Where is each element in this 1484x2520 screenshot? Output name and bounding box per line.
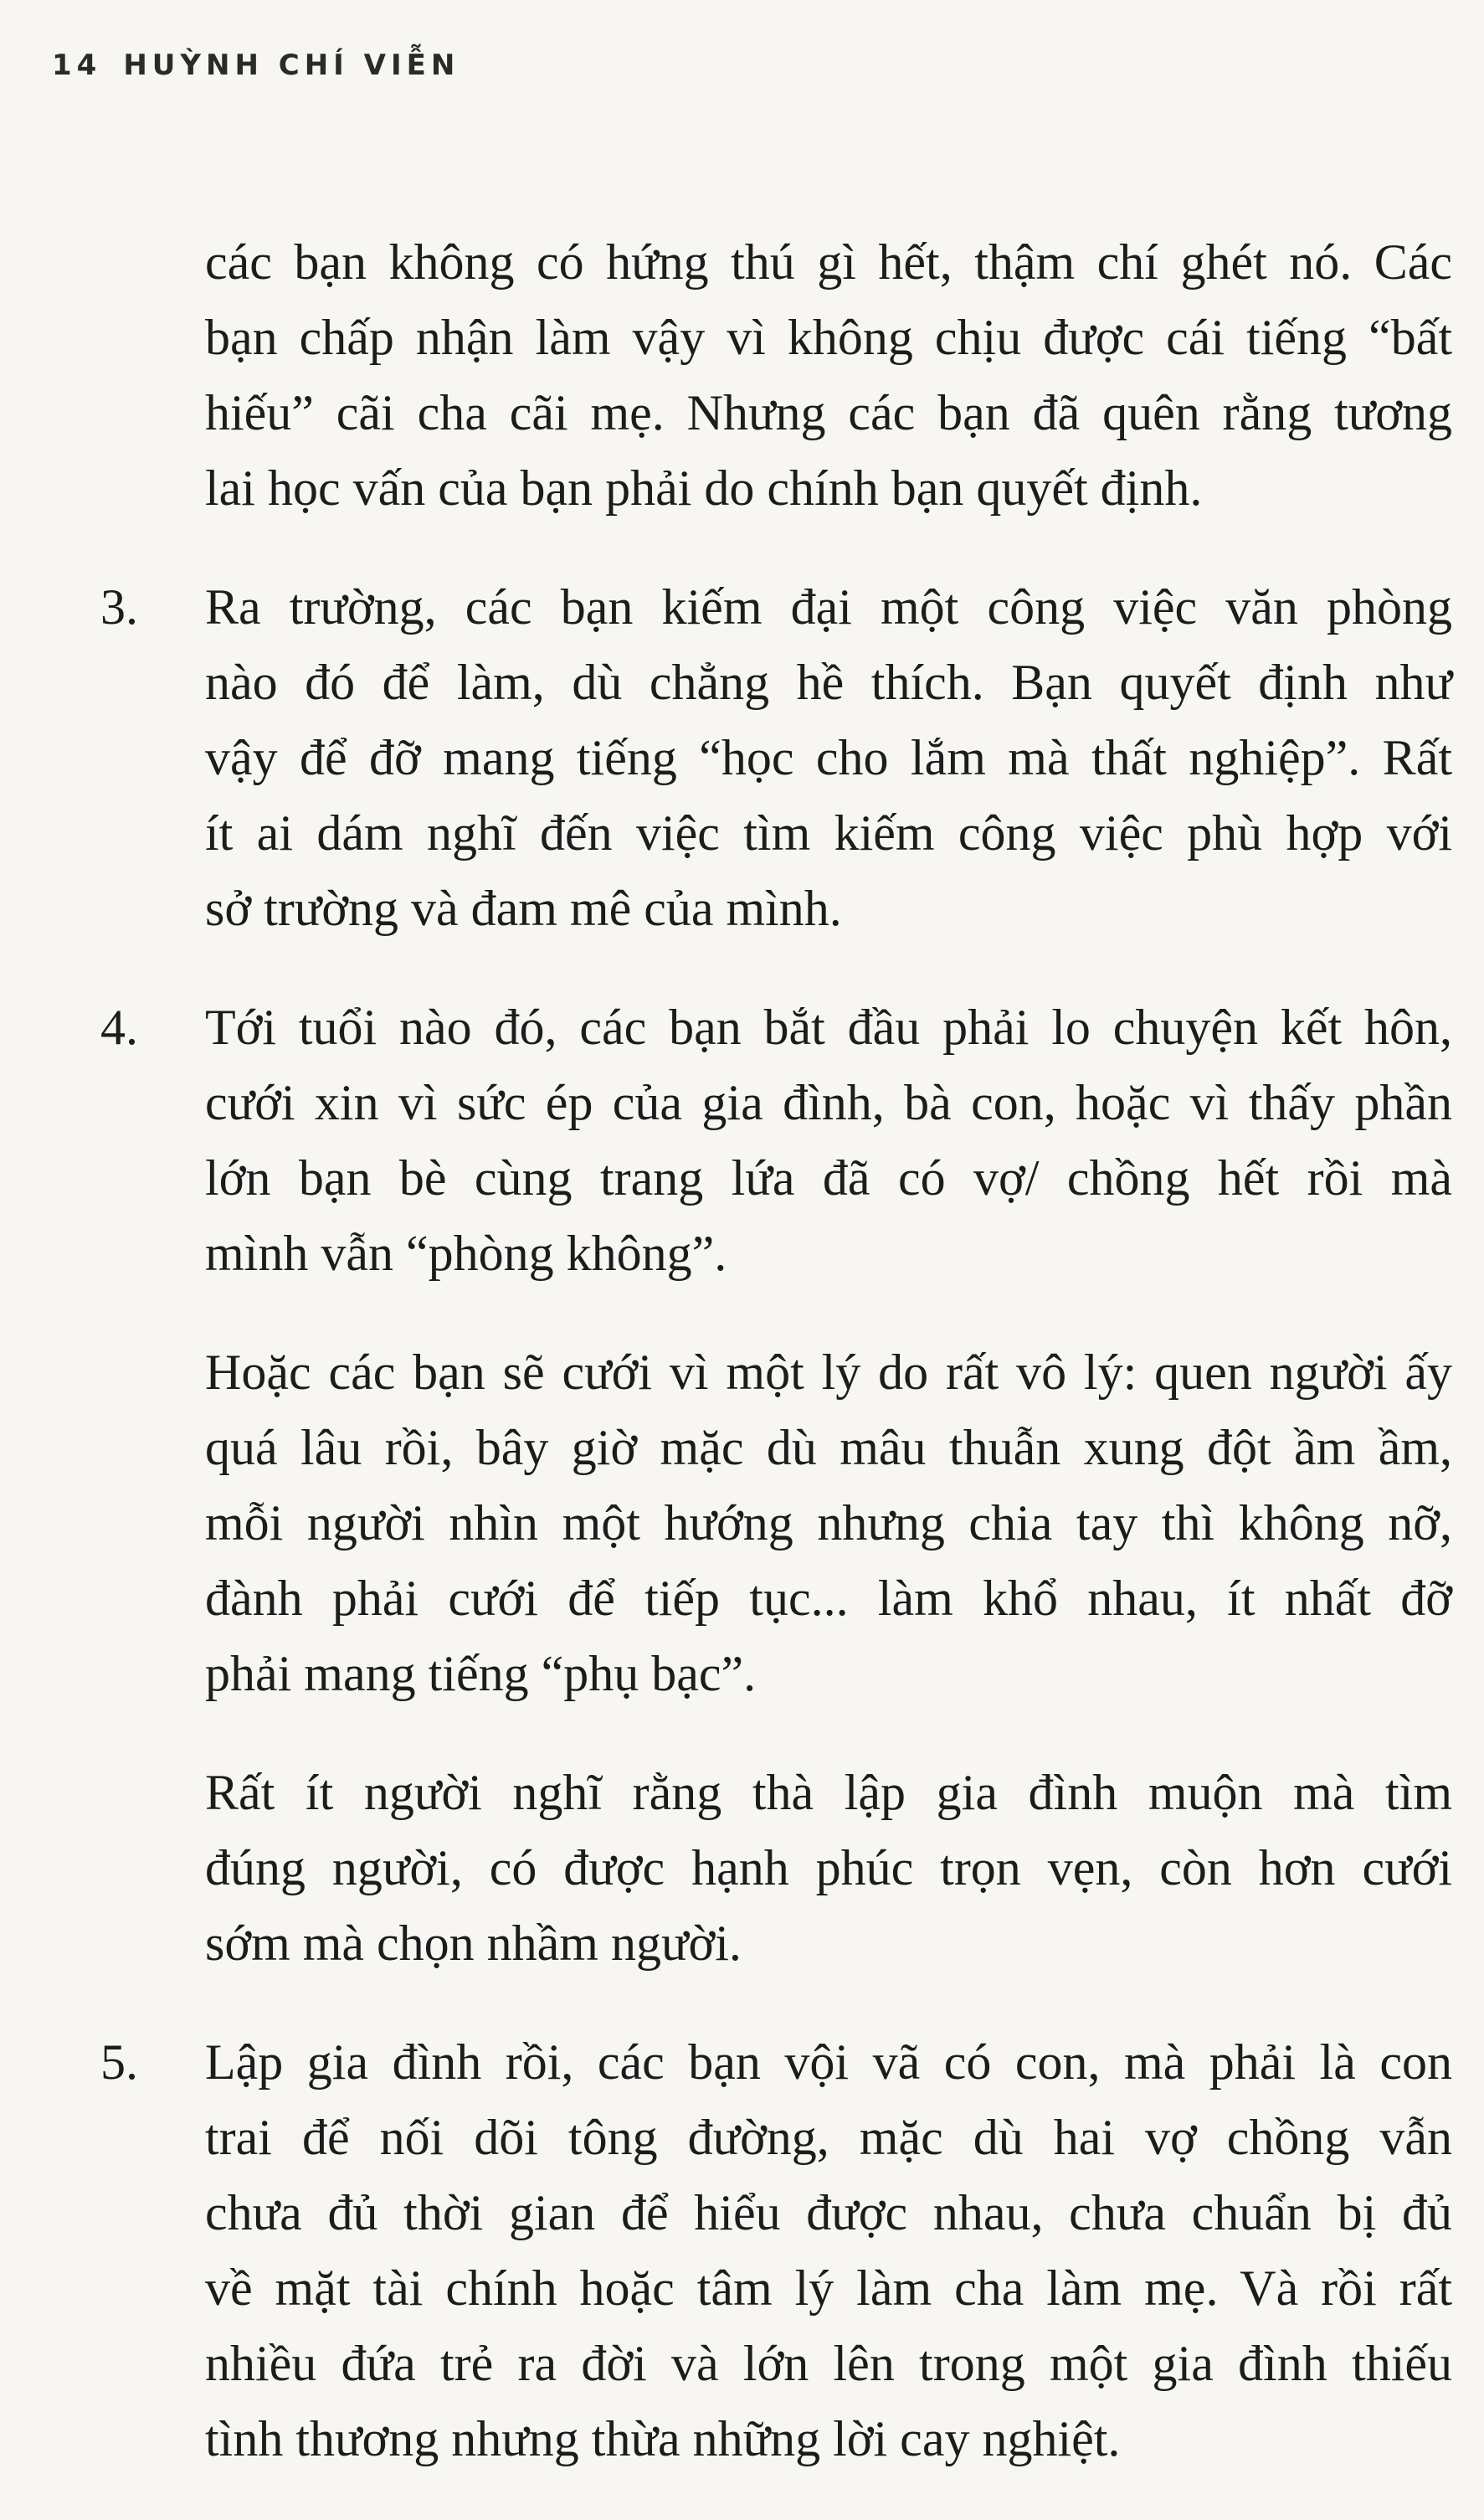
text-line: Rất ít người nghĩ rằng thà lập gia đình muộn mà tìm bbox=[205, 1765, 1452, 1820]
text-line: đành phải cưới để tiếp tục... làm khổ nhau, ít nhất đỡ bbox=[205, 1571, 1452, 1626]
paragraph bbox=[205, 990, 1452, 1291]
text-line: phải mang tiếng “phụ bạc”. bbox=[205, 1646, 757, 1701]
list-item-5 bbox=[100, 2024, 1452, 2476]
body-text bbox=[100, 224, 1452, 2520]
text-line: các bạn không có hứng thú gì hết, thậm chí ghét nó. Các bbox=[205, 234, 1452, 290]
text-line: hiếu” cãi cha cãi mẹ. Nhưng các bạn đã quên rằng tương bbox=[205, 385, 1452, 440]
list-item-body bbox=[205, 2024, 1452, 2476]
text-line: sớm mà chọn nhầm người. bbox=[205, 1916, 742, 1971]
text-line: sở trường và đam mê của mình. bbox=[205, 881, 842, 936]
running-head bbox=[52, 49, 460, 82]
list-item-number: 3. bbox=[100, 579, 138, 635]
text-line: nhiều đứa trẻ ra đời và lớn lên trong một gia đình thiếu bbox=[205, 2336, 1452, 2391]
text-line: Hoặc các bạn sẽ cưới vì một lý do rất vô lý: quen người ấy bbox=[205, 1345, 1452, 1400]
text-line: tình thương nhưng thừa những lời cay nghiệt. bbox=[205, 2411, 1121, 2466]
text-line: ít ai dám nghĩ đến việc tìm kiếm công việc phù hợp với bbox=[205, 805, 1452, 861]
author-name: HUỲNH CHÍ VIỄN bbox=[123, 49, 460, 82]
paragraph bbox=[205, 1335, 1452, 1711]
text-line: Lập gia đình rồi, các bạn vội vã có con, mà phải là con bbox=[205, 2034, 1452, 2090]
list-item-body bbox=[205, 569, 1452, 946]
text-line: Tới tuổi nào đó, các bạn bắt đầu phải lo chuyện kết hôn, bbox=[205, 1000, 1452, 1055]
text-line: đúng người, có được hạnh phúc trọn vẹn, còn hơn cưới bbox=[205, 1840, 1452, 1895]
list-item-number: 5. bbox=[100, 2034, 138, 2090]
text-line: chưa đủ thời gian để hiểu được nhau, chưa chuẩn bị đủ bbox=[205, 2185, 1452, 2240]
text-line: lai học vấn của bạn phải do chính bạn quyết định. bbox=[205, 460, 1203, 516]
list-item-number: 4. bbox=[100, 1000, 138, 1055]
text-line: Ra trường, các bạn kiếm đại một công việc văn phòng bbox=[205, 579, 1452, 635]
text-line: vậy để đỡ mang tiếng “học cho lắm mà thất nghiệp”. Rất bbox=[205, 730, 1452, 785]
paragraph bbox=[205, 2024, 1452, 2476]
list-item-4 bbox=[100, 990, 1452, 1981]
text-line: bạn chấp nhận làm vậy vì không chịu được cái tiếng “bất bbox=[205, 310, 1452, 365]
text-line: quá lâu rồi, bây giờ mặc dù mâu thuẫn xung đột ầm ầm, bbox=[205, 1420, 1452, 1475]
list-item-body bbox=[205, 990, 1452, 1981]
list-item-3 bbox=[100, 569, 1452, 946]
continued-paragraph bbox=[100, 224, 1452, 526]
text-line: mình vẫn “phòng không”. bbox=[205, 1226, 727, 1281]
text-line: về mặt tài chính hoặc tâm lý làm cha làm mẹ. Và rồi rất bbox=[205, 2260, 1452, 2316]
paragraph bbox=[205, 1755, 1452, 1981]
text-line: mỗi người nhìn một hướng nhưng chia tay thì không nỡ, bbox=[205, 1495, 1452, 1551]
paragraph bbox=[205, 569, 1452, 946]
text-line: trai để nối dõi tông đường, mặc dù hai vợ chồng vẫn bbox=[205, 2110, 1452, 2165]
page-number: 14 bbox=[52, 49, 102, 82]
text-line: cưới xin vì sức ép của gia đình, bà con, hoặc vì thấy phần bbox=[205, 1075, 1452, 1130]
text-line: nào đó để làm, dù chẳng hề thích. Bạn quyết định như bbox=[205, 655, 1452, 710]
text-line: lớn bạn bè cùng trang lứa đã có vợ/ chồng hết rồi mà bbox=[205, 1150, 1452, 1206]
